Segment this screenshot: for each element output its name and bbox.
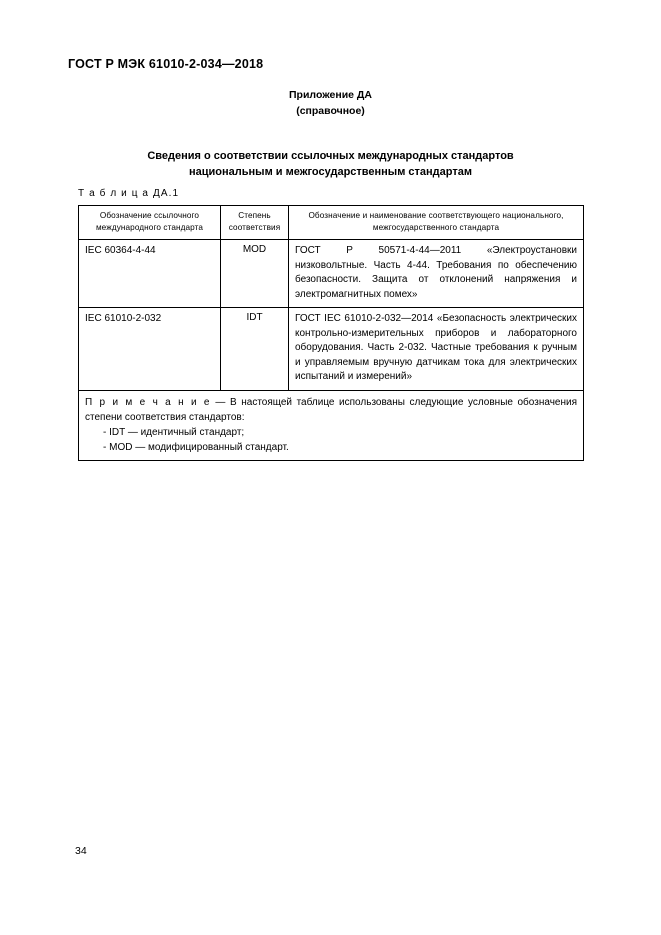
note-item-idt: - IDT — идентичный стандарт; xyxy=(103,426,245,438)
cell-description: ГОСТ IEC 61010-2-032—2014 «Безопасность электрических контрольно-измерительных приборов и лабораторного оборудования. Часть 2-032. Частные требования к ручным и управляемым вручную датчикам тока для электрических испытаний и измерений» xyxy=(289,308,584,391)
table-header-description: Обозначение и наименование соответствующего национального, межгосударственного стандарта xyxy=(289,206,584,240)
table-header-row xyxy=(79,206,584,240)
note-lead: П р и м е ч а н и е xyxy=(85,396,211,408)
note-paragraph xyxy=(85,395,577,425)
page-title-line-2: национальным и межгосударственным стандартам xyxy=(189,166,472,178)
page-header: ГОСТ Р МЭК 61010-2-034—2018 xyxy=(68,57,264,71)
annex-title: Приложение ДА xyxy=(289,89,372,101)
annex-subtitle: (справочное) xyxy=(296,105,365,117)
note-item-mod: - MOD — модифицированный стандарт. xyxy=(103,441,289,453)
table-header-degree: Степень соответствия xyxy=(221,206,289,240)
cell-degree: IDT xyxy=(221,308,289,391)
table-note-row xyxy=(79,390,584,460)
page-title-line-1: Сведения о соответствии ссылочных международных стандартов xyxy=(147,150,514,162)
table-row xyxy=(79,308,584,391)
cell-reference: IEC 61010-2-032 xyxy=(79,308,221,391)
note-text: — В настоящей таблице использованы следующие условные обозначения степени соответствия стандартов: xyxy=(85,396,577,423)
table-note xyxy=(79,390,584,460)
correspondence-table xyxy=(78,205,584,461)
table-caption: Т а б л и ц а ДА.1 xyxy=(78,188,180,199)
table-header-reference: Обозначение ссылочного международного стандарта xyxy=(79,206,221,240)
table-row xyxy=(79,240,584,308)
cell-reference: IEC 60364-4-44 xyxy=(79,240,221,308)
cell-description: ГОСТ Р 50571-4-44—2011 «Электроустановки низковольтные. Часть 4-44. Требования по обеспечению безопасности. Защита от отклонений напряжения и электромагнитных помех» xyxy=(289,240,584,308)
page-number: 34 xyxy=(75,845,87,857)
cell-degree: MOD xyxy=(221,240,289,308)
page-title xyxy=(78,148,583,180)
